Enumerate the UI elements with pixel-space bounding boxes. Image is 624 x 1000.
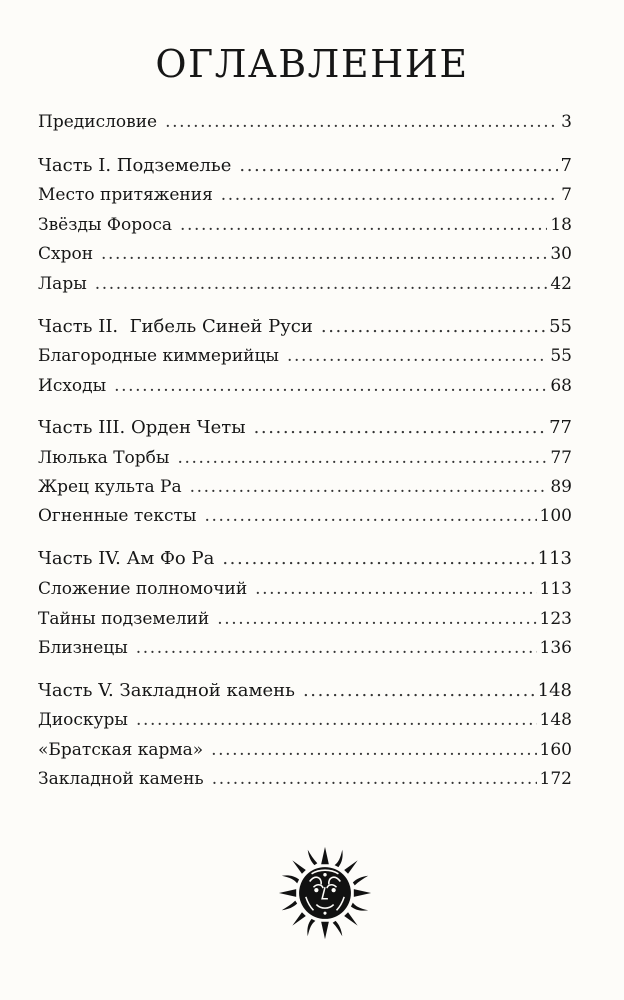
toc-entry[interactable] [38, 709, 572, 731]
toc-dot-leader [211, 739, 536, 761]
toc-part-1[interactable] [38, 155, 572, 177]
toc-dot-leader [221, 184, 558, 206]
toc-entry[interactable] [38, 273, 572, 295]
toc-entry-title: Схрон [38, 244, 94, 264]
toc-dot-leader [136, 637, 537, 659]
toc-dot-leader [254, 417, 547, 439]
toc-entry-page: 100 [539, 506, 572, 526]
toc-entry-page: 7 [561, 185, 572, 205]
toc-entry[interactable] [38, 505, 572, 527]
toc-entry-page: 160 [539, 740, 572, 760]
toc-part-title: Часть V. Закладной камень [38, 680, 295, 701]
toc-dot-leader [165, 111, 558, 133]
toc-dot-leader [303, 680, 535, 702]
toc-entry[interactable] [38, 447, 572, 469]
toc-entry[interactable] [38, 608, 572, 630]
toc-dot-leader [222, 548, 534, 570]
toc-entry[interactable] [38, 375, 572, 397]
toc-entry-title: Близнецы [38, 638, 128, 658]
toc-entry-page: 77 [550, 448, 572, 468]
toc-part-title: Часть IV. Ам Фо Ра [38, 548, 215, 569]
toc-dot-leader [114, 375, 547, 397]
toc-dot-leader [217, 608, 536, 630]
sun-face-icon [277, 845, 373, 941]
toc-entry-page: 148 [539, 710, 572, 730]
toc-entry-title: Благородные киммерийцы [38, 346, 279, 366]
toc-entry-title: «Братская карма» [38, 740, 204, 760]
page-title: ОГЛАВЛЕНИЕ [155, 42, 469, 86]
toc-part-4[interactable] [38, 548, 572, 570]
toc-dot-leader [180, 214, 547, 236]
toc-entry-title: Лары [38, 274, 87, 294]
toc-dot-leader [136, 709, 537, 731]
toc-part-title: Часть III. Орден Четы [38, 417, 246, 438]
toc-part-3[interactable] [38, 417, 572, 439]
toc-entry-page: 18 [550, 215, 572, 235]
toc-part-page: 77 [549, 417, 572, 438]
toc-dot-leader [190, 476, 548, 498]
toc-entry[interactable] [38, 214, 572, 236]
toc-entry-page: 55 [550, 346, 572, 366]
toc-dot-leader [212, 768, 537, 790]
toc-dot-leader [239, 155, 557, 177]
toc-part-page: 148 [537, 680, 572, 701]
toc-entry-title: Сложение полномочий [38, 579, 248, 599]
toc-dot-leader [204, 505, 536, 527]
toc-entry-title: Огненные тексты [38, 506, 197, 526]
toc-entry-page: 68 [550, 376, 572, 396]
toc-entry-page: 172 [539, 769, 572, 789]
toc-entry-title: Предисловие [38, 112, 158, 132]
toc-entry-preface[interactable] [38, 111, 572, 133]
toc-entry-title: Исходы [38, 376, 107, 396]
toc-entry[interactable] [38, 184, 572, 206]
toc-entry-title: Жрец культа Ра [38, 477, 182, 497]
toc-entry[interactable] [38, 345, 572, 367]
toc-entry-page: 123 [539, 609, 572, 629]
toc-dot-leader [287, 345, 547, 367]
toc-entry[interactable] [38, 476, 572, 498]
toc-entry-page: 30 [550, 244, 572, 264]
toc-entry-page: 136 [539, 638, 572, 658]
toc-entry-title: Звёзды Фороса [38, 215, 173, 235]
toc-entry-title: Место притяжения [38, 185, 213, 205]
toc-part-page: 113 [537, 548, 572, 569]
toc-entry-page: 42 [550, 274, 572, 294]
toc-entry[interactable] [38, 739, 572, 761]
toc-entry[interactable] [38, 637, 572, 659]
toc-part-5[interactable] [38, 680, 572, 702]
toc-entry-title: Тайны подземелий [38, 609, 210, 629]
toc-entry-page: 3 [561, 112, 572, 132]
toc-dot-leader [95, 273, 548, 295]
toc-entry-title: Диоскуры [38, 710, 128, 730]
toc-dot-leader [321, 316, 546, 338]
toc-part-title: Часть II. Гибель Синей Руси [38, 316, 313, 337]
toc-part-page: 7 [560, 155, 572, 176]
toc-entry[interactable] [38, 578, 572, 600]
toc-part-page: 55 [549, 316, 572, 337]
toc-entry-title: Люлька Торбы [38, 448, 170, 468]
toc-dot-leader [101, 243, 547, 265]
toc-entry[interactable] [38, 768, 572, 790]
toc-entry-page: 113 [539, 579, 572, 599]
toc-part-title: Часть I. Подземелье [38, 155, 232, 176]
toc-dot-leader [177, 447, 547, 469]
toc-part-2[interactable] [38, 316, 572, 338]
toc-entry-page: 89 [550, 477, 572, 497]
toc-entry-title: Закладной камень [38, 769, 204, 789]
toc-entry[interactable] [38, 243, 572, 265]
toc-dot-leader [255, 578, 536, 600]
